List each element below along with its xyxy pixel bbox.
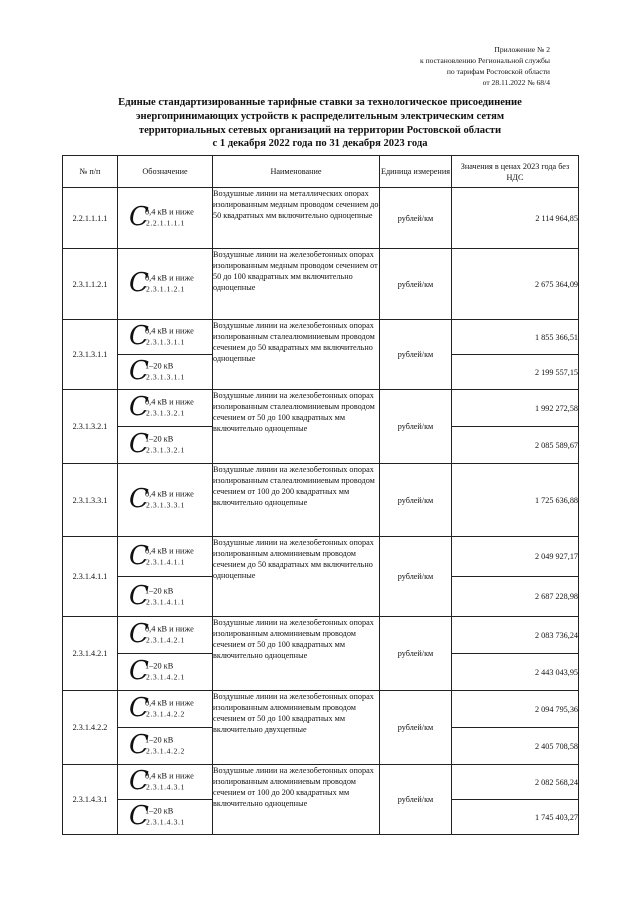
table-row	[63, 617, 579, 654]
description-text: Воздушные линии на железобетонных опорах изолированным сталеалюминиевым проводом сечением от 50 до 100 квадратных мм включительно одноцепные	[213, 391, 375, 433]
row-value: 2 094 795,36	[452, 691, 579, 728]
title-line: Единые стандартизированные тарифные ставки за технологическое присоединение	[118, 97, 522, 108]
description-text: Воздушные линии на железобетонных опорах изолированным алюминиевым проводом сечением от 50 до 100 квадратных мм включительно двухцепные	[213, 692, 374, 734]
row-value: 2 405 708,58	[452, 728, 579, 765]
table-row	[63, 464, 579, 537]
description-text: Воздушные линии на железобетонных опорах изолированным алюминиевым проводом сечением от 50 до 100 квадратных мм включительно одноцепные	[213, 618, 374, 660]
tariff-table	[62, 155, 579, 835]
table-row	[63, 249, 579, 320]
symbol-letter-c: C	[129, 692, 149, 723]
symbol-voltage: 1–20 кВ	[145, 585, 174, 595]
row-unit: рублей/км	[380, 390, 452, 464]
symbol-letter-c: C	[129, 580, 149, 611]
symbol-letter-c: C	[129, 618, 149, 649]
symbol-index: 2.3.1.4.2.2	[146, 709, 185, 719]
row-description	[213, 617, 380, 691]
row-code: 2.3.1.4.1.1	[63, 537, 118, 617]
header-value: Значения в ценах 2023 года без НДС	[452, 156, 579, 188]
description-text: Воздушные линии на железобетонных опорах изолированным сталеалюминиевым проводом сечением до 50 квадратных мм включительно одноцепные	[213, 321, 375, 363]
symbol-voltage: 0,4 кВ и ниже	[145, 624, 194, 634]
table-row	[63, 691, 579, 728]
row-value: 2 082 568,24	[452, 765, 579, 800]
symbol-index: 2.3.1.4.2.2	[146, 746, 185, 756]
row-value: 2 114 964,85	[452, 188, 579, 249]
symbol-letter-c: C	[129, 201, 149, 232]
row-unit: рублей/км	[380, 691, 452, 765]
symbol-letter-c: C	[129, 540, 149, 571]
symbol-voltage: 1–20 кВ	[145, 434, 174, 444]
table-row	[63, 188, 579, 249]
rate-symbol-cell	[118, 691, 213, 728]
row-value: 2 083 736,24	[452, 617, 579, 654]
description-text: Воздушные линии на металлических опорах изолированным медным проводом сечением до 50 квадратных мм включительно одноцепные	[213, 189, 379, 220]
symbol-letter-c: C	[129, 320, 149, 351]
symbol-letter-c: C	[129, 655, 149, 686]
row-unit: рублей/км	[380, 464, 452, 537]
row-value: 2 049 927,17	[452, 537, 579, 577]
row-code: 2.3.1.3.2.1	[63, 390, 118, 464]
symbol-voltage: 0,4 кВ и ниже	[145, 698, 194, 708]
rate-symbol-cell	[118, 800, 213, 835]
symbol-index: 2.3.1.3.1.1	[146, 372, 185, 382]
table-row	[63, 390, 579, 427]
symbol-voltage: 0,4 кВ и ниже	[145, 273, 194, 283]
symbol-letter-c: C	[129, 765, 149, 796]
rate-symbol-cell	[118, 617, 213, 654]
symbol-index: 2.3.1.1.2.1	[146, 284, 185, 294]
appendix-line: к постановлению Региональной службы	[419, 56, 550, 65]
row-description	[213, 765, 380, 835]
row-code: 2.2.1.1.1.1	[63, 188, 118, 249]
symbol-voltage: 1–20 кВ	[145, 806, 174, 816]
symbol-letter-c: C	[129, 428, 149, 459]
row-unit: рублей/км	[380, 320, 452, 390]
row-value: 2 085 589,67	[452, 427, 579, 464]
symbol-index: 2.2.1.1.1.1	[146, 218, 185, 228]
row-description	[213, 390, 380, 464]
symbol-voltage: 0,4 кВ и ниже	[145, 397, 194, 407]
rate-symbol-cell	[118, 355, 213, 390]
row-unit: рублей/км	[380, 188, 452, 249]
row-value: 1 855 366,51	[452, 320, 579, 355]
row-value: 2 675 364,09	[452, 249, 579, 320]
appendix-line: от 28.11.2022 № 68/4	[482, 78, 550, 87]
symbol-letter-c: C	[129, 391, 149, 422]
symbol-index: 2.3.1.4.1.1	[146, 597, 185, 607]
table-row	[63, 765, 579, 800]
title-line: с 1 декабря 2022 года по 31 декабря 2023 года	[212, 138, 428, 150]
symbol-voltage: 0,4 кВ и ниже	[145, 489, 194, 499]
symbol-voltage: 0,4 кВ и ниже	[145, 207, 194, 217]
rate-symbol-cell	[118, 249, 213, 320]
row-unit: рублей/км	[380, 249, 452, 320]
row-unit: рублей/км	[380, 537, 452, 617]
symbol-letter-c: C	[129, 355, 149, 386]
appendix-line: по тарифам Ростовской области	[446, 67, 550, 76]
rate-symbol-cell	[118, 537, 213, 577]
appendix-line: Приложение № 2	[494, 45, 550, 54]
header-symbol: Обозначение	[118, 156, 213, 188]
symbol-index: 2.3.1.4.3.1	[146, 817, 185, 827]
row-unit: рублей/км	[380, 617, 452, 691]
row-description	[213, 249, 380, 320]
rate-symbol-cell	[118, 728, 213, 765]
symbol-voltage: 1–20 кВ	[145, 661, 174, 671]
row-value: 1 745 403,27	[452, 800, 579, 835]
description-text: Воздушные линии на железобетонных опорах изолированным медным проводом сечением от 50 до 100 квадратных мм включительно одноцепные	[213, 250, 378, 292]
symbol-voltage: 1–20 кВ	[145, 735, 174, 745]
header-unit: Единица измерения	[380, 156, 452, 188]
document-title	[60, 96, 580, 151]
description-text: Воздушные линии на железобетонных опорах изолированным алюминиевым проводом сечением до 50 квадратных мм включительно одноцепные	[213, 538, 374, 580]
symbol-letter-c: C	[129, 729, 149, 760]
row-description	[213, 691, 380, 765]
symbol-index: 2.3.1.4.2.1	[146, 635, 185, 645]
table-header-row	[63, 156, 579, 188]
row-code: 2.3.1.4.2.1	[63, 617, 118, 691]
symbol-index: 2.3.1.3.3.1	[146, 500, 185, 510]
symbol-voltage: 0,4 кВ и ниже	[145, 771, 194, 781]
row-value: 1 725 636,88	[452, 464, 579, 537]
row-value: 2 199 557,15	[452, 355, 579, 390]
description-text: Воздушные линии на железобетонных опорах изолированным алюминиевым проводом сечением от 100 до 200 квадратных мм включительно одноцепные	[213, 766, 374, 808]
rate-symbol-cell	[118, 427, 213, 464]
row-value: 1 992 272,58	[452, 390, 579, 427]
symbol-letter-c: C	[129, 267, 149, 298]
symbol-index: 2.3.1.4.3.1	[146, 782, 185, 792]
table-body	[63, 188, 579, 835]
row-value: 2 687 228,98	[452, 577, 579, 617]
rate-symbol-cell	[118, 577, 213, 617]
row-description	[213, 464, 380, 537]
symbol-letter-c: C	[129, 800, 149, 831]
row-unit: рублей/км	[380, 765, 452, 835]
symbol-index: 2.3.1.3.1.1	[146, 337, 185, 347]
header-name: Наименование	[213, 156, 380, 188]
description-text: Воздушные линии на железобетонных опорах изолированным сталеалюминиевым проводом сечением от 100 до 200 квадратных мм включительно одноцепные	[213, 465, 375, 507]
row-code: 2.3.1.4.2.2	[63, 691, 118, 765]
symbol-voltage: 1–20 кВ	[145, 361, 174, 371]
symbol-index: 2.3.1.4.1.1	[146, 557, 185, 567]
rate-symbol-cell	[118, 390, 213, 427]
symbol-voltage: 0,4 кВ и ниже	[145, 545, 194, 555]
title-line: энергопринимающих устройств к распределительным электрическим сетям	[135, 110, 505, 122]
rate-symbol-cell	[118, 654, 213, 691]
header-num: № п/п	[63, 156, 118, 188]
appendix-header	[420, 44, 550, 88]
symbol-index: 2.3.1.3.2.1	[146, 445, 185, 455]
symbol-letter-c: C	[129, 483, 149, 514]
row-code: 2.3.1.4.3.1	[63, 765, 118, 835]
row-description	[213, 320, 380, 390]
symbol-index: 2.3.1.3.2.1	[146, 408, 185, 418]
table-row	[63, 537, 579, 577]
rate-symbol-cell	[118, 188, 213, 249]
rate-symbol-cell	[118, 320, 213, 355]
row-code: 2.3.1.3.1.1	[63, 320, 118, 390]
row-code: 2.3.1.1.2.1	[63, 249, 118, 320]
row-code: 2.3.1.3.3.1	[63, 464, 118, 537]
symbol-index: 2.3.1.4.2.1	[146, 672, 185, 682]
table-row	[63, 320, 579, 355]
rate-symbol-cell	[118, 464, 213, 537]
title-line: территориальных сетевых организаций на территории Ростовской области	[138, 124, 502, 136]
row-description	[213, 537, 380, 617]
rate-symbol-cell	[118, 765, 213, 800]
row-description	[213, 188, 380, 249]
row-value: 2 443 043,95	[452, 654, 579, 691]
symbol-voltage: 0,4 кВ и ниже	[145, 326, 194, 336]
